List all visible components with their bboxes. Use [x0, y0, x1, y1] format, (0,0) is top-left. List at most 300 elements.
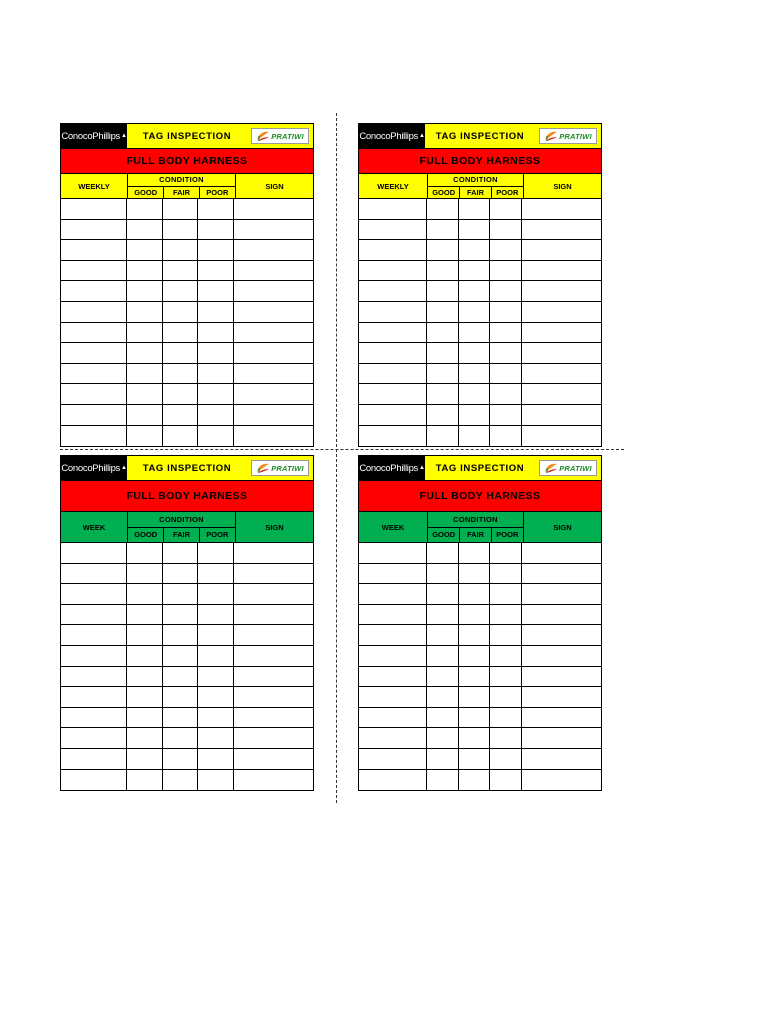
good-cell[interactable] [127, 323, 163, 343]
inspection-grid [61, 543, 313, 790]
fair-cell[interactable] [163, 426, 198, 447]
inspection-row [359, 281, 601, 302]
date-cell[interactable] [359, 240, 427, 260]
fair-cell[interactable] [163, 564, 198, 584]
good-cell[interactable] [127, 240, 163, 260]
inspection-row [359, 240, 601, 261]
sign-cell[interactable] [234, 426, 313, 447]
poor-cell[interactable] [490, 625, 522, 645]
inspection-grid [359, 199, 601, 446]
fair-cell[interactable] [163, 343, 198, 363]
sign-cell[interactable] [522, 199, 601, 219]
poor-cell[interactable] [198, 384, 234, 404]
sign-cell[interactable] [234, 405, 313, 425]
date-cell[interactable] [61, 199, 127, 219]
sign-cell[interactable] [234, 687, 313, 707]
good-cell[interactable] [127, 426, 163, 447]
date-cell[interactable] [359, 261, 427, 281]
sign-cell[interactable] [234, 199, 313, 219]
equipment-name-banner: FULL BODY HARNESS [359, 149, 601, 174]
poor-cell[interactable] [198, 281, 234, 301]
good-cell[interactable] [127, 199, 163, 219]
condition-column-group [428, 174, 524, 198]
poor-cell[interactable] [198, 426, 234, 447]
fair-cell[interactable] [459, 343, 490, 363]
good-cell[interactable] [427, 605, 459, 625]
poor-cell[interactable] [490, 281, 522, 301]
good-cell[interactable] [127, 728, 163, 748]
poor-cell[interactable] [198, 543, 234, 563]
fair-cell[interactable] [459, 384, 490, 404]
fair-cell[interactable] [459, 605, 490, 625]
good-cell[interactable] [127, 687, 163, 707]
fair-cell[interactable] [459, 770, 490, 791]
equipment-name-banner: FULL BODY HARNESS [359, 481, 601, 512]
inspection-row [61, 749, 313, 770]
condition-column-group [128, 174, 236, 198]
good-cell[interactable] [427, 220, 459, 240]
condition-option-header: POOR [206, 530, 229, 540]
fair-cell[interactable] [459, 199, 490, 219]
good-cell[interactable] [127, 261, 163, 281]
conocophillips-logo-text: ConocoPhillips [359, 130, 418, 142]
pratiwi-logo-box [539, 460, 597, 476]
sign-cell[interactable] [522, 261, 601, 281]
date-cell[interactable] [61, 240, 127, 260]
good-cell[interactable] [127, 281, 163, 301]
sign-cell[interactable] [522, 646, 601, 666]
sign-cell[interactable] [522, 364, 601, 384]
good-cell[interactable] [127, 667, 163, 687]
sign-cell[interactable] [522, 240, 601, 260]
card-header [359, 456, 601, 481]
sign-cell[interactable] [522, 584, 601, 604]
good-cell[interactable] [127, 364, 163, 384]
date-cell[interactable] [61, 323, 127, 343]
poor-cell[interactable] [490, 646, 522, 666]
fair-cell[interactable] [163, 708, 198, 728]
good-cell[interactable] [127, 708, 163, 728]
fair-cell[interactable] [459, 564, 490, 584]
fair-cell[interactable] [163, 261, 198, 281]
fair-cell[interactable] [163, 281, 198, 301]
fair-cell[interactable] [459, 405, 490, 425]
sign-cell[interactable] [522, 605, 601, 625]
good-cell[interactable] [427, 687, 459, 707]
poor-cell[interactable] [490, 584, 522, 604]
date-cell[interactable] [359, 302, 427, 322]
poor-cell[interactable] [198, 302, 234, 322]
date-cell[interactable] [359, 199, 427, 219]
sign-cell[interactable] [522, 749, 601, 769]
fair-cell[interactable] [163, 687, 198, 707]
good-cell[interactable] [127, 564, 163, 584]
fair-cell[interactable] [459, 543, 490, 563]
date-cell[interactable] [359, 384, 427, 404]
date-cell[interactable] [359, 646, 427, 666]
poor-cell[interactable] [490, 199, 522, 219]
good-cell[interactable] [427, 426, 459, 447]
date-cell[interactable] [359, 770, 427, 791]
poor-cell[interactable] [490, 384, 522, 404]
condition-option-header: FAIR [164, 528, 199, 543]
poor-cell[interactable] [198, 343, 234, 363]
fair-cell[interactable] [163, 543, 198, 563]
sign-cell[interactable] [522, 405, 601, 425]
good-cell[interactable] [427, 384, 459, 404]
poor-cell[interactable] [198, 728, 234, 748]
sign-column-header: SIGN [265, 522, 284, 532]
fair-cell[interactable] [459, 708, 490, 728]
inspection-row [61, 646, 313, 667]
date-cell[interactable] [359, 426, 427, 447]
fair-cell[interactable] [459, 261, 490, 281]
poor-cell[interactable] [198, 220, 234, 240]
date-cell[interactable] [61, 667, 127, 687]
sign-cell[interactable] [522, 426, 601, 447]
inspection-tag-card [60, 123, 314, 447]
date-cell[interactable] [359, 625, 427, 645]
inspection-row [359, 199, 601, 220]
poor-cell[interactable] [198, 770, 234, 791]
fair-cell[interactable] [459, 240, 490, 260]
tag-title: TAG INSPECTION [127, 124, 247, 148]
fair-cell[interactable] [459, 687, 490, 707]
fair-cell[interactable] [163, 405, 198, 425]
sign-cell[interactable] [234, 343, 313, 363]
fair-cell[interactable] [459, 646, 490, 666]
conocophillips-logo-mark-icon: ▲ [419, 133, 425, 139]
date-cell[interactable] [61, 646, 127, 666]
sign-cell[interactable] [522, 302, 601, 322]
date-cell[interactable] [61, 405, 127, 425]
date-cell[interactable] [61, 564, 127, 584]
date-cell[interactable] [61, 584, 127, 604]
sign-cell[interactable] [234, 584, 313, 604]
sign-cell[interactable] [522, 543, 601, 563]
pratiwi-logo [247, 124, 313, 148]
pratiwi-logo-text: PRATIWI [559, 131, 592, 141]
condition-options-row [428, 528, 523, 543]
sign-cell[interactable] [234, 625, 313, 645]
date-cell[interactable] [61, 343, 127, 363]
sign-cell[interactable] [522, 564, 601, 584]
sign-cell[interactable] [234, 364, 313, 384]
conocophillips-logo-text: ConocoPhillips [61, 462, 120, 474]
inspection-row [61, 605, 313, 626]
sign-cell[interactable] [522, 384, 601, 404]
date-cell[interactable] [61, 220, 127, 240]
good-cell[interactable] [427, 543, 459, 563]
date-cell[interactable] [61, 625, 127, 645]
date-cell[interactable] [61, 384, 127, 404]
date-cell[interactable] [359, 687, 427, 707]
condition-options-row [128, 528, 235, 543]
poor-cell[interactable] [490, 426, 522, 447]
good-cell[interactable] [427, 405, 459, 425]
pratiwi-logo-box [251, 460, 309, 476]
sign-cell[interactable] [522, 687, 601, 707]
inspection-row [61, 364, 313, 385]
good-cell[interactable] [427, 302, 459, 322]
poor-cell[interactable] [198, 405, 234, 425]
good-cell[interactable] [127, 770, 163, 791]
fair-cell[interactable] [459, 749, 490, 769]
good-cell[interactable] [127, 584, 163, 604]
date-cell[interactable] [61, 261, 127, 281]
sign-cell[interactable] [234, 646, 313, 666]
poor-cell[interactable] [490, 302, 522, 322]
fair-cell[interactable] [163, 302, 198, 322]
poor-cell[interactable] [198, 364, 234, 384]
condition-option-header: GOOD [428, 528, 460, 543]
good-cell[interactable] [427, 281, 459, 301]
poor-cell[interactable] [198, 323, 234, 343]
inspection-tag-card [60, 455, 314, 791]
sign-cell[interactable] [234, 667, 313, 687]
date-cell[interactable] [61, 687, 127, 707]
poor-cell[interactable] [490, 605, 522, 625]
inspection-row [61, 584, 313, 605]
good-cell[interactable] [427, 240, 459, 260]
poor-cell[interactable] [198, 261, 234, 281]
fair-cell[interactable] [163, 749, 198, 769]
sign-cell[interactable] [234, 728, 313, 748]
good-cell[interactable] [427, 584, 459, 604]
good-cell[interactable] [427, 564, 459, 584]
sign-cell[interactable] [522, 770, 601, 791]
sign-cell[interactable] [234, 281, 313, 301]
pratiwi-logo-text: PRATIWI [271, 131, 304, 141]
good-cell[interactable] [427, 667, 459, 687]
poor-cell[interactable] [198, 708, 234, 728]
poor-cell[interactable] [490, 770, 522, 791]
poor-cell[interactable] [490, 749, 522, 769]
condition-option-header: FAIR [164, 187, 199, 199]
fair-cell[interactable] [459, 364, 490, 384]
good-cell[interactable] [127, 605, 163, 625]
sign-cell[interactable] [522, 708, 601, 728]
date-cell[interactable] [61, 605, 127, 625]
good-cell[interactable] [127, 343, 163, 363]
inspection-row [61, 564, 313, 585]
table-header-row [359, 174, 601, 199]
good-cell[interactable] [427, 708, 459, 728]
fair-cell[interactable] [163, 240, 198, 260]
fair-cell[interactable] [163, 728, 198, 748]
poor-cell[interactable] [198, 199, 234, 219]
date-cell[interactable] [61, 728, 127, 748]
sign-cell[interactable] [234, 564, 313, 584]
date-cell[interactable] [61, 426, 127, 447]
poor-cell[interactable] [198, 625, 234, 645]
sign-cell[interactable] [234, 261, 313, 281]
poor-cell[interactable] [198, 646, 234, 666]
good-cell[interactable] [127, 749, 163, 769]
fair-cell[interactable] [163, 667, 198, 687]
date-cell[interactable] [359, 343, 427, 363]
pratiwi-logo [535, 124, 601, 148]
good-cell[interactable] [427, 728, 459, 748]
date-cell[interactable] [359, 728, 427, 748]
good-cell[interactable] [127, 646, 163, 666]
date-cell[interactable] [359, 605, 427, 625]
good-cell[interactable] [427, 770, 459, 791]
good-cell[interactable] [427, 749, 459, 769]
fair-cell[interactable] [163, 605, 198, 625]
inspection-row [359, 323, 601, 344]
sign-cell[interactable] [522, 343, 601, 363]
sign-cell[interactable] [234, 708, 313, 728]
date-cell[interactable] [359, 220, 427, 240]
good-cell[interactable] [427, 323, 459, 343]
good-cell[interactable] [127, 625, 163, 645]
tag-title: TAG INSPECTION [425, 456, 535, 480]
fair-cell[interactable] [163, 770, 198, 791]
fair-cell[interactable] [163, 646, 198, 666]
fair-cell[interactable] [459, 220, 490, 240]
date-cell[interactable] [359, 323, 427, 343]
sign-cell[interactable] [522, 281, 601, 301]
poor-cell[interactable] [490, 687, 522, 707]
inspection-row [359, 564, 601, 585]
conocophillips-logo [61, 124, 127, 148]
date-cell[interactable] [359, 281, 427, 301]
inspection-row [359, 543, 601, 564]
good-cell[interactable] [427, 625, 459, 645]
fair-cell[interactable] [163, 384, 198, 404]
date-cell[interactable] [359, 564, 427, 584]
sign-cell[interactable] [234, 302, 313, 322]
fair-cell[interactable] [459, 625, 490, 645]
sign-cell[interactable] [234, 749, 313, 769]
good-cell[interactable] [427, 343, 459, 363]
good-cell[interactable] [127, 543, 163, 563]
fair-cell[interactable] [459, 667, 490, 687]
fair-cell[interactable] [459, 323, 490, 343]
sign-cell[interactable] [234, 220, 313, 240]
date-cell[interactable] [61, 708, 127, 728]
fair-cell[interactable] [459, 426, 490, 447]
date-cell[interactable] [359, 708, 427, 728]
fair-cell[interactable] [163, 220, 198, 240]
date-cell[interactable] [61, 543, 127, 563]
sign-cell[interactable] [234, 605, 313, 625]
sign-cell[interactable] [522, 323, 601, 343]
poor-cell[interactable] [198, 240, 234, 260]
poor-cell[interactable] [198, 605, 234, 625]
date-cell[interactable] [61, 749, 127, 769]
date-cell[interactable] [359, 667, 427, 687]
inspection-row [61, 770, 313, 791]
inspection-row [61, 625, 313, 646]
inspection-row [359, 220, 601, 241]
sign-cell[interactable] [522, 220, 601, 240]
poor-cell[interactable] [490, 343, 522, 363]
good-cell[interactable] [427, 364, 459, 384]
poor-cell[interactable] [490, 323, 522, 343]
sign-cell[interactable] [522, 667, 601, 687]
condition-column-group [428, 512, 524, 542]
condition-header: CONDITION [128, 174, 235, 187]
date-cell[interactable] [61, 364, 127, 384]
fair-cell[interactable] [163, 199, 198, 219]
fair-cell[interactable] [459, 584, 490, 604]
sign-column-header: SIGN [553, 522, 572, 532]
inspection-row [61, 384, 313, 405]
date-cell[interactable] [359, 405, 427, 425]
poor-cell[interactable] [198, 749, 234, 769]
fair-cell[interactable] [163, 625, 198, 645]
good-cell[interactable] [127, 220, 163, 240]
fair-cell[interactable] [459, 302, 490, 322]
sign-column-header: SIGN [265, 181, 284, 191]
sign-cell[interactable] [234, 323, 313, 343]
inspection-row [359, 625, 601, 646]
poor-cell[interactable] [490, 405, 522, 425]
sign-cell[interactable] [234, 770, 313, 791]
good-cell[interactable] [427, 261, 459, 281]
poor-cell[interactable] [490, 261, 522, 281]
date-cell[interactable] [61, 302, 127, 322]
date-cell[interactable] [359, 584, 427, 604]
poor-cell[interactable] [490, 564, 522, 584]
poor-cell[interactable] [490, 364, 522, 384]
date-cell[interactable] [359, 543, 427, 563]
good-cell[interactable] [127, 384, 163, 404]
condition-header: CONDITION [128, 512, 235, 528]
poor-cell[interactable] [198, 564, 234, 584]
condition-options-row [128, 187, 235, 199]
poor-cell[interactable] [490, 240, 522, 260]
fair-cell[interactable] [459, 728, 490, 748]
good-cell[interactable] [427, 199, 459, 219]
fair-cell[interactable] [163, 364, 198, 384]
pratiwi-leaf-icon [256, 130, 270, 142]
poor-cell[interactable] [490, 667, 522, 687]
sign-cell[interactable] [522, 625, 601, 645]
fair-cell[interactable] [163, 323, 198, 343]
date-cell[interactable] [359, 749, 427, 769]
period-column-header: WEEKLY [61, 174, 128, 198]
good-cell[interactable] [127, 405, 163, 425]
poor-cell[interactable] [490, 220, 522, 240]
poor-cell[interactable] [490, 543, 522, 563]
poor-cell[interactable] [490, 728, 522, 748]
inspection-row [359, 426, 601, 447]
fair-cell[interactable] [163, 584, 198, 604]
inspection-row [61, 240, 313, 261]
sign-cell[interactable] [234, 384, 313, 404]
date-cell[interactable] [61, 770, 127, 791]
sign-cell[interactable] [234, 240, 313, 260]
poor-cell[interactable] [198, 584, 234, 604]
condition-option-header: POOR [206, 187, 229, 197]
good-cell[interactable] [427, 646, 459, 666]
sign-cell[interactable] [522, 728, 601, 748]
sign-cell[interactable] [234, 543, 313, 563]
fair-cell[interactable] [459, 281, 490, 301]
date-cell[interactable] [61, 281, 127, 301]
poor-cell[interactable] [198, 687, 234, 707]
poor-cell[interactable] [490, 708, 522, 728]
inspection-row [61, 405, 313, 426]
date-cell[interactable] [359, 364, 427, 384]
poor-cell[interactable] [198, 667, 234, 687]
good-cell[interactable] [127, 302, 163, 322]
inspection-grid [359, 543, 601, 790]
pratiwi-leaf-icon [544, 462, 558, 474]
